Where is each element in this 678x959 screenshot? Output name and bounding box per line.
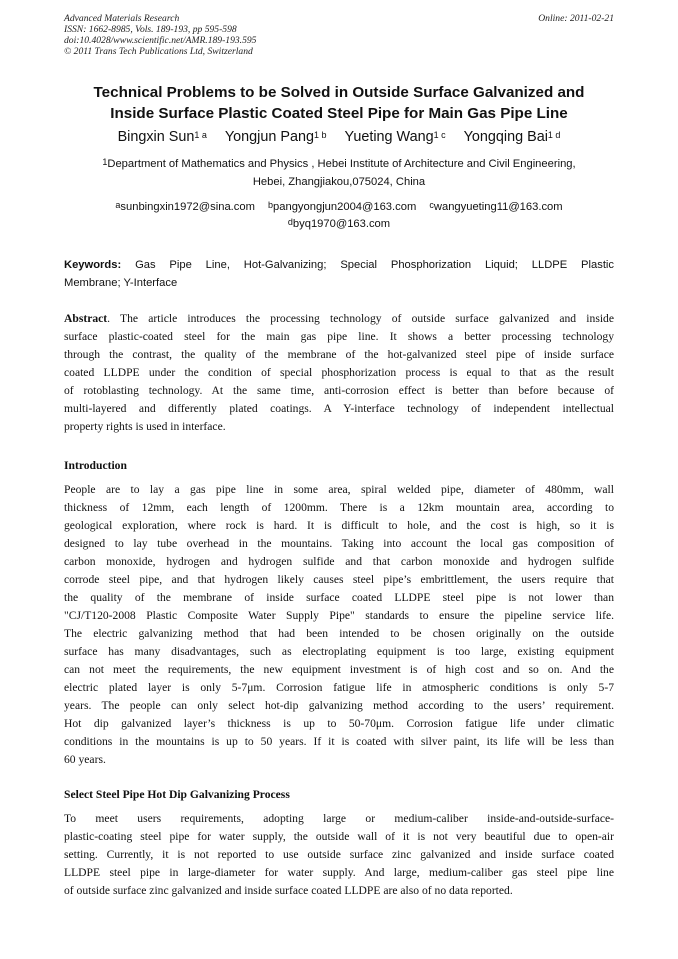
keywords-text: Gas Pipe Line, Hot-Galvanizing; Special Phosphorization Liquid; LLDPE Plastic bbox=[135, 259, 615, 271]
introduction-paragraph bbox=[64, 481, 614, 769]
journal-issn: ISSN: 1662-8985, Vols. 189-193, pp 595-598 bbox=[64, 24, 237, 35]
email-list bbox=[40, 199, 638, 233]
galvanizing-paragraph bbox=[64, 810, 614, 900]
abstract bbox=[64, 310, 614, 436]
body-line: electric plated layer is only 5-7μm. Corrosion fatigue life in atmospheric conditions is only 5-7 bbox=[64, 681, 614, 694]
email-superscript: a bbox=[115, 200, 121, 210]
author-superscript: 1 c bbox=[433, 130, 446, 140]
affiliation-line bbox=[40, 155, 638, 173]
abstract-line: through the contrast, the quality of the membrane of the hot-galvanized steel pipe of inside surface bbox=[64, 348, 614, 361]
body-line: Hot dip galvanized layer’s thickness is up to 50-70μm. Corrosion fatigue life under climatic bbox=[64, 717, 614, 730]
affiliation-text: Department of Mathematics and Physics , Hebei Institute of Architecture and Civil Engineering, bbox=[107, 158, 576, 170]
body-line: LLDPE steel pipe in large-diameter for water supply. And large, medium-caliber gas steel pipe line bbox=[64, 866, 614, 879]
paper-title bbox=[40, 82, 638, 124]
body-line: corrode steel pipe, and that hydrogen likely causes steel pipe’s embrittlement, the users require that bbox=[64, 573, 614, 586]
body-line: conditions in the mountains is up to 50 years. If it is coated with silver paint, its life will be less than bbox=[64, 735, 614, 748]
email-address: pangyongjun2004@163.com bbox=[273, 201, 417, 213]
author-superscript: 1 b bbox=[314, 130, 327, 140]
email-superscript: d bbox=[287, 217, 293, 227]
body-line: setting. Currently, it is not reported to use outside surface zinc galvanized and inside surface coated bbox=[64, 848, 614, 861]
email-address: sunbingxin1972@sina.com bbox=[120, 201, 255, 213]
body-line: 60 years. bbox=[64, 753, 106, 766]
body-line: thickness of 12mm, each length of 1200mm. There is a 12km mountain area, according to bbox=[64, 501, 614, 514]
journal-name: Advanced Materials Research bbox=[64, 13, 180, 24]
online-date: Online: 2011-02-21 bbox=[538, 13, 614, 24]
email-line bbox=[40, 216, 638, 233]
author bbox=[225, 129, 327, 145]
author bbox=[345, 129, 446, 145]
body-line: carbon monoxide, hydrogen and hydrogen sulfide and that carbon monoxide and hydrogen sulfide bbox=[64, 555, 614, 568]
journal-copyright: © 2011 Trans Tech Publications Ltd, Switzerland bbox=[64, 46, 253, 57]
body-line: the quality of the membrane of inside surface coated LLDPE steel pipe is not lower than bbox=[64, 591, 614, 604]
abstract-line: surface plastic-coated steel for the main gas pipe line. It shows a better processing technology bbox=[64, 330, 614, 343]
body-line: of outside surface zinc galvanized and inside surface coated LLDPE are also of no data reported. bbox=[64, 884, 513, 897]
author-list bbox=[0, 128, 678, 146]
section-heading-galvanizing: Select Steel Pipe Hot Dip Galvanizing Process bbox=[64, 788, 290, 801]
author-name: Yongjun Pang bbox=[224, 129, 314, 145]
abstract-line: property rights is used in interface. bbox=[64, 420, 226, 433]
affiliation bbox=[40, 155, 638, 191]
abstract-text: . The article introduces the processing technology of outside surface galvanized and inside bbox=[107, 312, 614, 325]
email bbox=[288, 218, 390, 230]
section-heading-introduction: Introduction bbox=[64, 459, 127, 472]
body-line: plastic-coating steel pipe for water supply, the outside wall of it is not very beautiful due to open-air bbox=[64, 830, 614, 843]
email-line bbox=[40, 199, 638, 216]
body-line: The electric galvanizing method that had been intended to be chosen originally on the outside bbox=[64, 627, 614, 640]
body-line: To meet users requirements, adopting large or medium-caliber inside-and-outside-surface- bbox=[64, 812, 614, 825]
keywords-line bbox=[64, 256, 614, 274]
title-line: Technical Problems to be Solved in Outside Surface Galvanized and bbox=[93, 84, 585, 101]
abstract-label: Abstract bbox=[64, 312, 108, 325]
email bbox=[268, 201, 416, 213]
body-line: People are to lay a gas pipe line in some area, spiral welded pipe, diameter of 480mm, wall bbox=[64, 483, 614, 496]
author bbox=[464, 129, 561, 145]
affiliation-superscript: 1 bbox=[102, 157, 108, 167]
body-line: can not meet the requirements, the new equipment investment is of high cost and so on. And the bbox=[64, 663, 614, 676]
keywords bbox=[64, 256, 614, 292]
body-line: surface has many disadvantages, such as electroplating equipment is too large, existing equipment bbox=[64, 645, 614, 658]
abstract-line: multi-layered and differently plated coatings. A Y-interface technology of independent intellectual bbox=[64, 402, 614, 415]
email-address: wangyueting11@163.com bbox=[433, 201, 563, 213]
journal-doi: doi:10.4028/www.scientific.net/AMR.189-193.595 bbox=[64, 35, 257, 46]
body-line: "CJ/T120-2008 Plastic Composite Water Supply Pipe" standards to ensure the pipeline service life. bbox=[64, 609, 614, 622]
author bbox=[118, 129, 207, 145]
email-address: byq1970@163.com bbox=[292, 218, 391, 230]
body-line: geological exploration, where rock is hard. It is difficult to hole, and the cost is high, so it is bbox=[64, 519, 614, 532]
author-superscript: 1 a bbox=[194, 130, 207, 140]
email bbox=[429, 201, 562, 213]
affiliation-line: Hebei, Zhangjiakou,075024, China bbox=[252, 176, 426, 188]
body-line: designed to lay tube overhead in the mountains. Taking into account the local gas composition of bbox=[64, 537, 614, 550]
author-superscript: 1 d bbox=[547, 130, 561, 140]
author-name: Yueting Wang bbox=[344, 129, 434, 145]
journal-header bbox=[64, 13, 256, 57]
email-superscript: c bbox=[429, 200, 434, 210]
author-name: Bingxin Sun bbox=[117, 129, 195, 145]
email bbox=[115, 201, 255, 213]
email-superscript: b bbox=[268, 200, 274, 210]
author-name: Yongqing Bai bbox=[463, 129, 548, 145]
title-line: Inside Surface Plastic Coated Steel Pipe for Main Gas Pipe Line bbox=[110, 105, 568, 122]
abstract-line bbox=[64, 310, 614, 328]
abstract-line: of rotoblasting technology. At the same time, anti-corrosion effect is better than before because of bbox=[64, 384, 614, 397]
keywords-line: Membrane; Y-Interface bbox=[64, 277, 178, 289]
body-line: years. The people can only select hot-dip galvanizing method according to the users’ requirement. bbox=[64, 699, 614, 712]
abstract-line: coated LLDPE under the condition of special phosphorization process is equal to that as the result bbox=[64, 366, 614, 379]
keywords-label: Keywords: bbox=[64, 259, 122, 271]
